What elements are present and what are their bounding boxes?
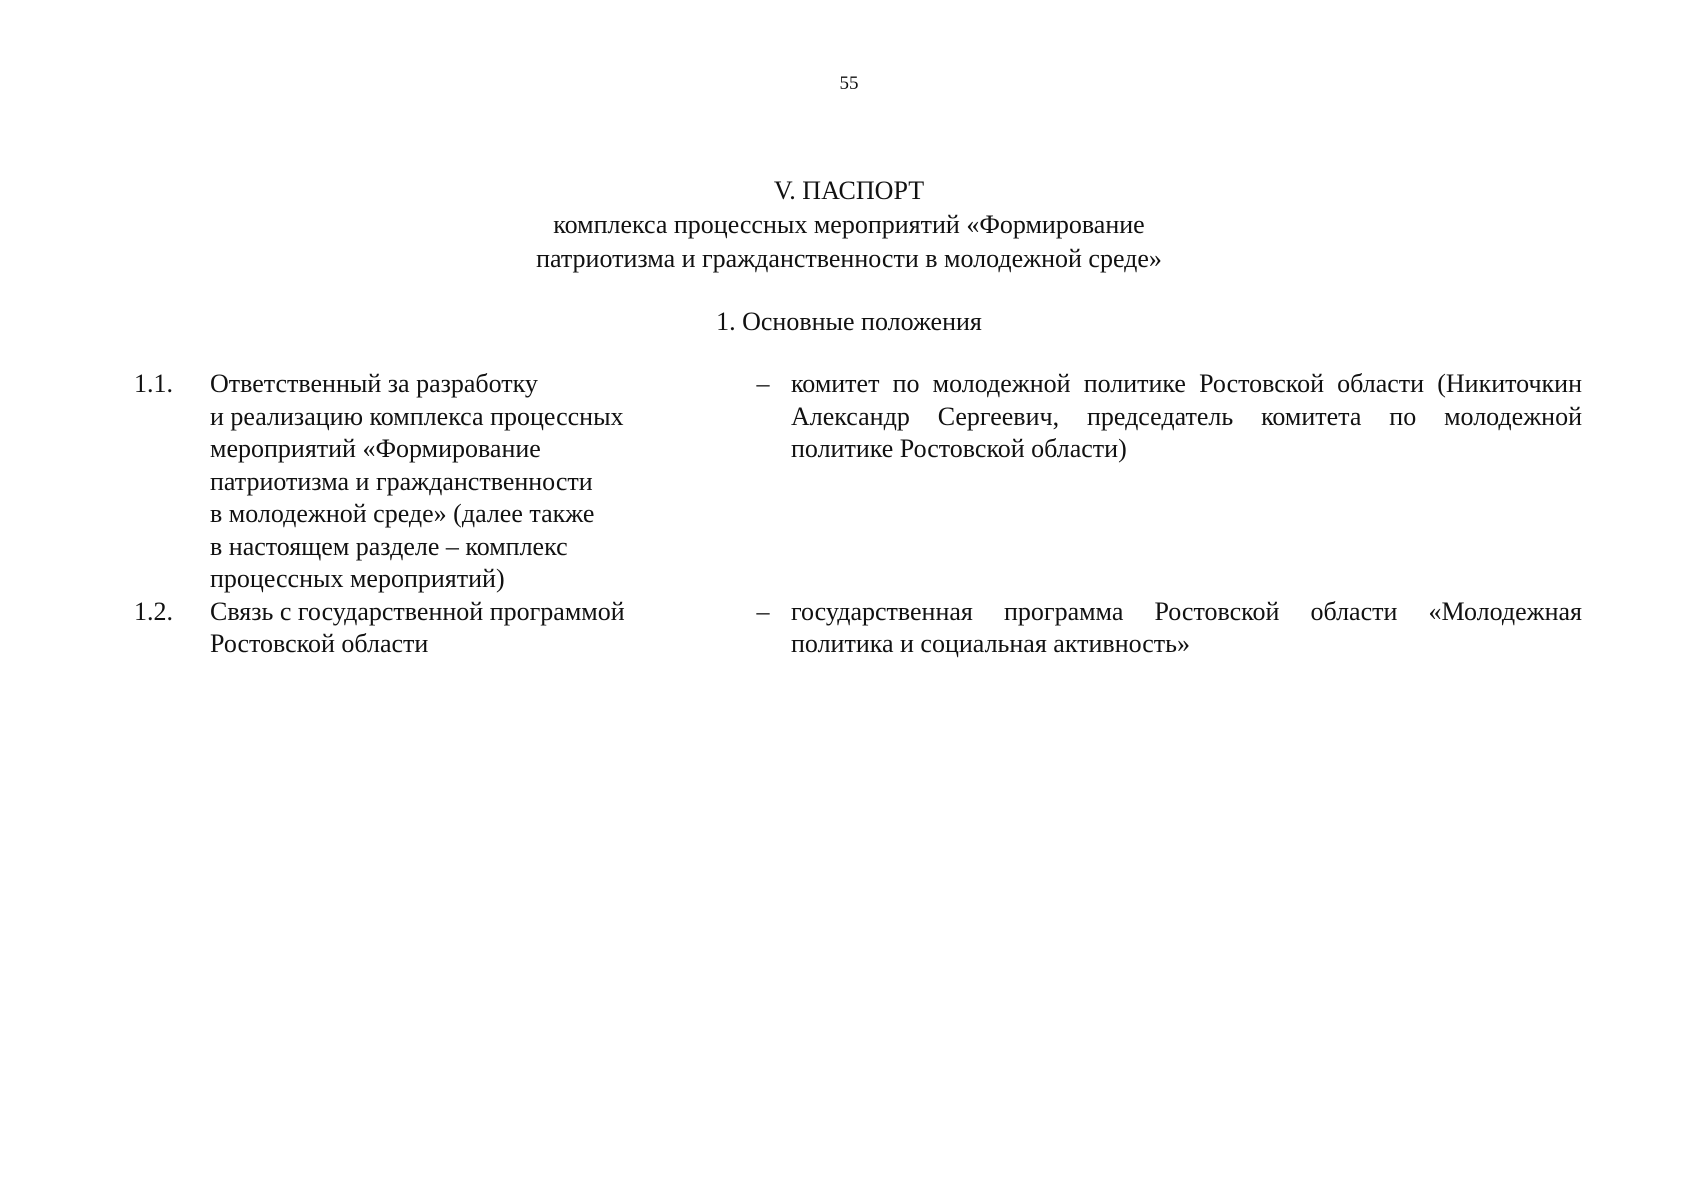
row-number: 1.1. [134,369,173,398]
row-dash: – [756,596,770,626]
row-dash: – [756,369,770,398]
row-label-line: в настоящем разделе – комплекс [210,531,568,561]
row-label-line: в молодежной среде» (далее также [210,499,595,528]
heading-line-1: V. ПАСПОРТ [773,176,925,205]
row-label-line: процессных мероприятий) [210,564,505,593]
row-value: комитет по молодежной политике Ростовской области (Никиточкин Александр Сергеевич, председатель комитета по молодежной политике Ростовской области) [791,369,1582,463]
row-label-line: Ответственный за разработку [210,369,538,398]
row-label-line: Связь с государственной программой [210,596,625,626]
row-label-line: патриотизма и гражданственности [210,466,593,496]
row-label-line: Ростовской области [210,629,429,658]
heading-line-3: патриотизма и гражданственности в молодежной среде» [536,244,1162,273]
row-label [210,596,735,661]
provision-row [134,596,1582,661]
row-number: 1.2. [134,596,173,626]
row-label-line: мероприятий «Формирование [210,434,541,463]
provisions-table [134,368,1582,661]
section-title: 1. Основные положения [716,307,982,336]
provision-row [134,368,1582,596]
page-number: 55 [839,73,859,94]
heading-line-2: комплекса процессных мероприятий «Формирование [553,210,1145,239]
row-label-line: и реализацию комплекса процессных [210,401,624,431]
row-value: государственная программа Ростовской области «Молодежная политика и социальная активность» [791,596,1582,658]
row-label [210,368,735,596]
passport-heading [0,174,1698,276]
